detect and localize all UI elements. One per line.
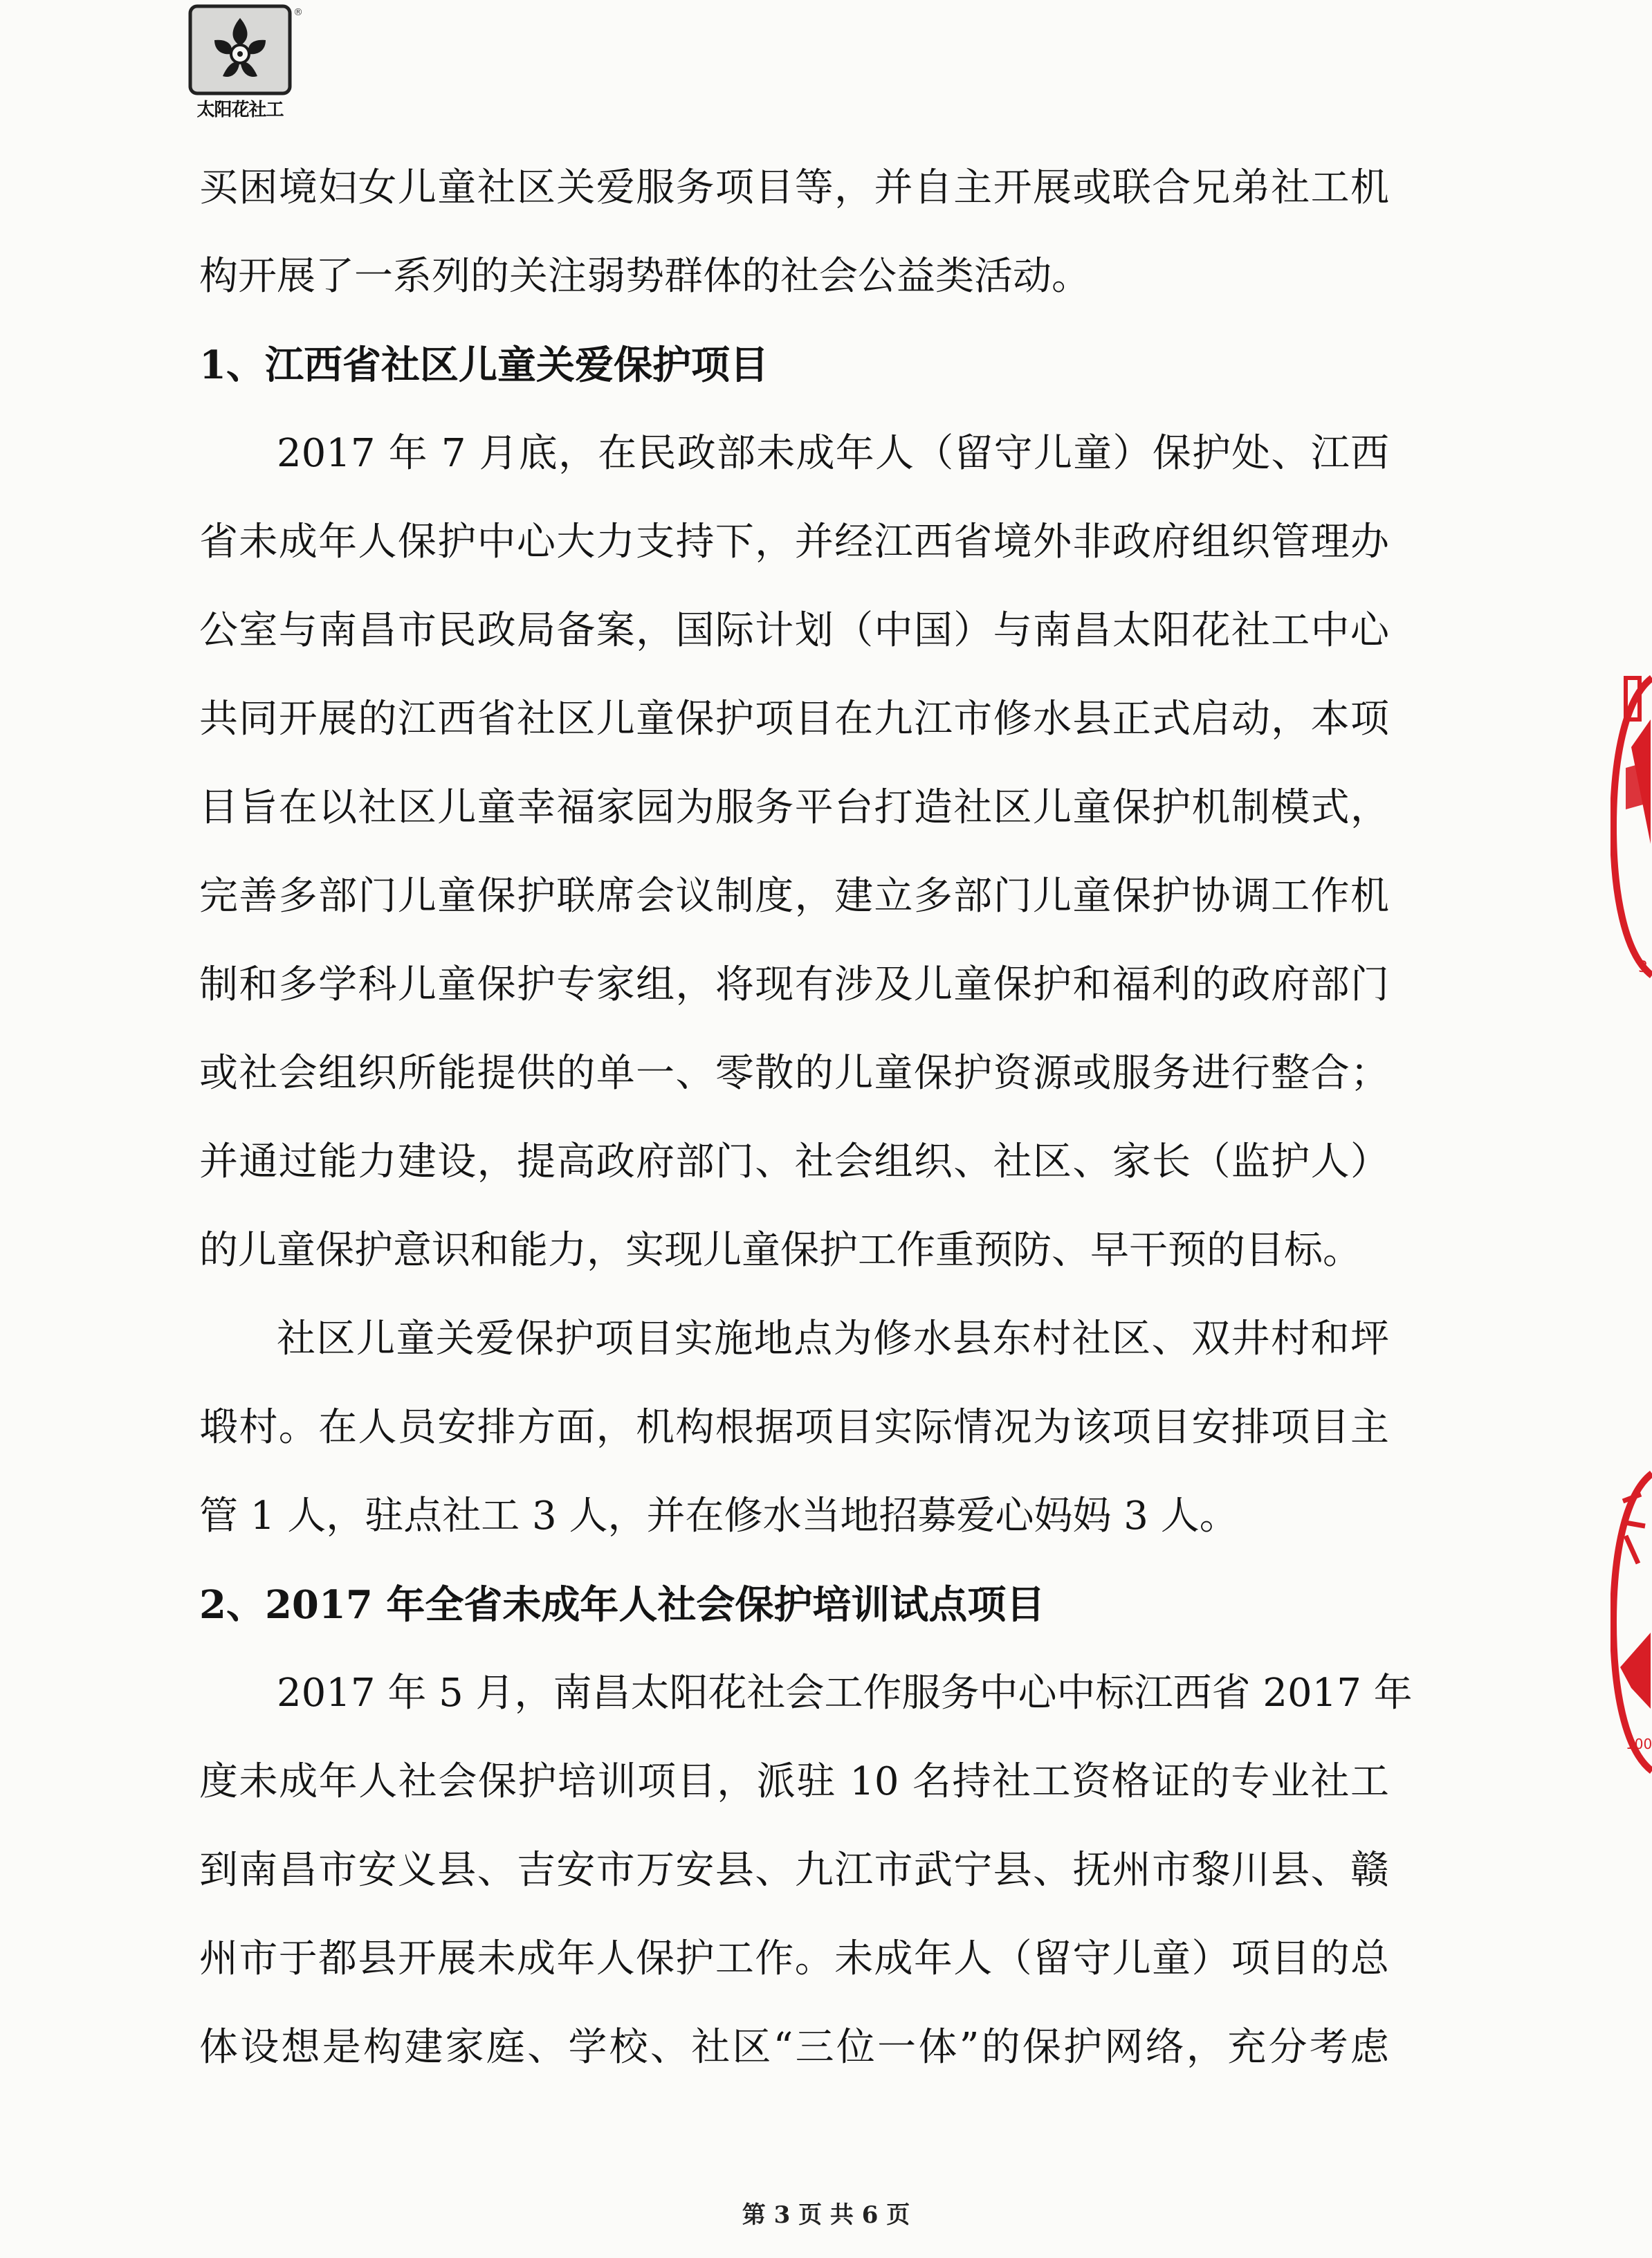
body-line: 或社会组织所能提供的单一、零散的儿童保护资源或服务进行整合； <box>199 1051 1389 1096</box>
body-line: 到南昌市安义县、吉安市万安县、九江市武宁县、抚州市黎川县、赣 <box>199 1848 1389 1893</box>
body-line: 制和多学科儿童保护专家组，将现有涉及儿童保护和福利的政府部门 <box>199 962 1389 1007</box>
body-line: 共同开展的江西省社区儿童保护项目在九江市修水县正式启动，本项 <box>199 697 1389 742</box>
body-line: 体设想是构建家庭、学校、社区“三位一体”的保护网络，充分考虑 <box>199 2025 1389 2070</box>
logo-caption: 太阳花社工 <box>196 100 284 120</box>
section-heading: 2、2017 年全省未成年人社会保护培训试点项目 <box>199 1582 1045 1628</box>
body-line: 构开展了一系列的关注弱势群体的社会公益类活动。 <box>199 254 1090 299</box>
red-seal-fragment-upper <box>1610 664 1652 989</box>
body-line: 省未成年人保护中心大力支持下，并经江西省境外非政府组织管理办 <box>199 520 1389 564</box>
body-line: 完善多部门儿童保护联席会议制度，建立多部门儿童保护协调工作机 <box>199 874 1389 919</box>
body-line: 塅村。在人员安排方面，机构根据项目实际情况为该项目安排项目主 <box>199 1405 1389 1450</box>
sunflower-logo-icon <box>188 4 292 95</box>
page-number: 第 3 页 共 6 页 <box>742 2201 910 2229</box>
body-line: 买困境妇女儿童社区关爱服务项目等，并自主开展或联合兄弟社工机 <box>199 165 1389 210</box>
logo-trademark: ® <box>293 7 303 18</box>
organization-logo <box>188 4 303 120</box>
svg-text:3: 3 <box>1638 959 1648 976</box>
red-seal-fragment-lower <box>1610 1460 1652 1785</box>
body-line: 公室与南昌市民政局备案，国际计划（中国）与南昌太阳花社工中心 <box>199 608 1389 653</box>
body-line: 目旨在以社区儿童幸福家园为服务平台打造社区儿童保护机制模式， <box>199 785 1389 830</box>
body-line: 2017 年 5 月，南昌太阳花社会工作服务中心中标江西省 2017 年 <box>277 1671 1413 1716</box>
body-line: 社区儿童关爱保护项目实施地点为修水县东村社区、双井村和坪 <box>277 1316 1389 1361</box>
document-body <box>199 165 1413 2114</box>
body-line: 度未成年人社会保护培训项目，派驻 10 名持社工资格证的专业社工 <box>199 1759 1389 1804</box>
svg-text:100: 100 <box>1626 1736 1652 1752</box>
body-line: 的儿童保护意识和能力，实现儿童保护工作重预防、早干预的目标。 <box>199 1228 1361 1273</box>
body-line: 州市于都县开展未成年人保护工作。未成年人（留守儿童）项目的总 <box>199 1936 1389 1981</box>
body-line: 并通过能力建设，提高政府部门、社会组织、社区、家长（监护人） <box>199 1139 1389 1184</box>
section-heading: 1、江西省社区儿童关爱保护项目 <box>199 342 769 388</box>
body-line: 管 1 人，驻点社工 3 人，并在修水当地招募爱心妈妈 3 人。 <box>199 1494 1238 1539</box>
red-seal-icon <box>1610 664 1652 989</box>
red-seal-icon <box>1610 1460 1652 1785</box>
body-line: 2017 年 7 月底，在民政部未成年人（留守儿童）保护处、江西 <box>277 431 1389 476</box>
